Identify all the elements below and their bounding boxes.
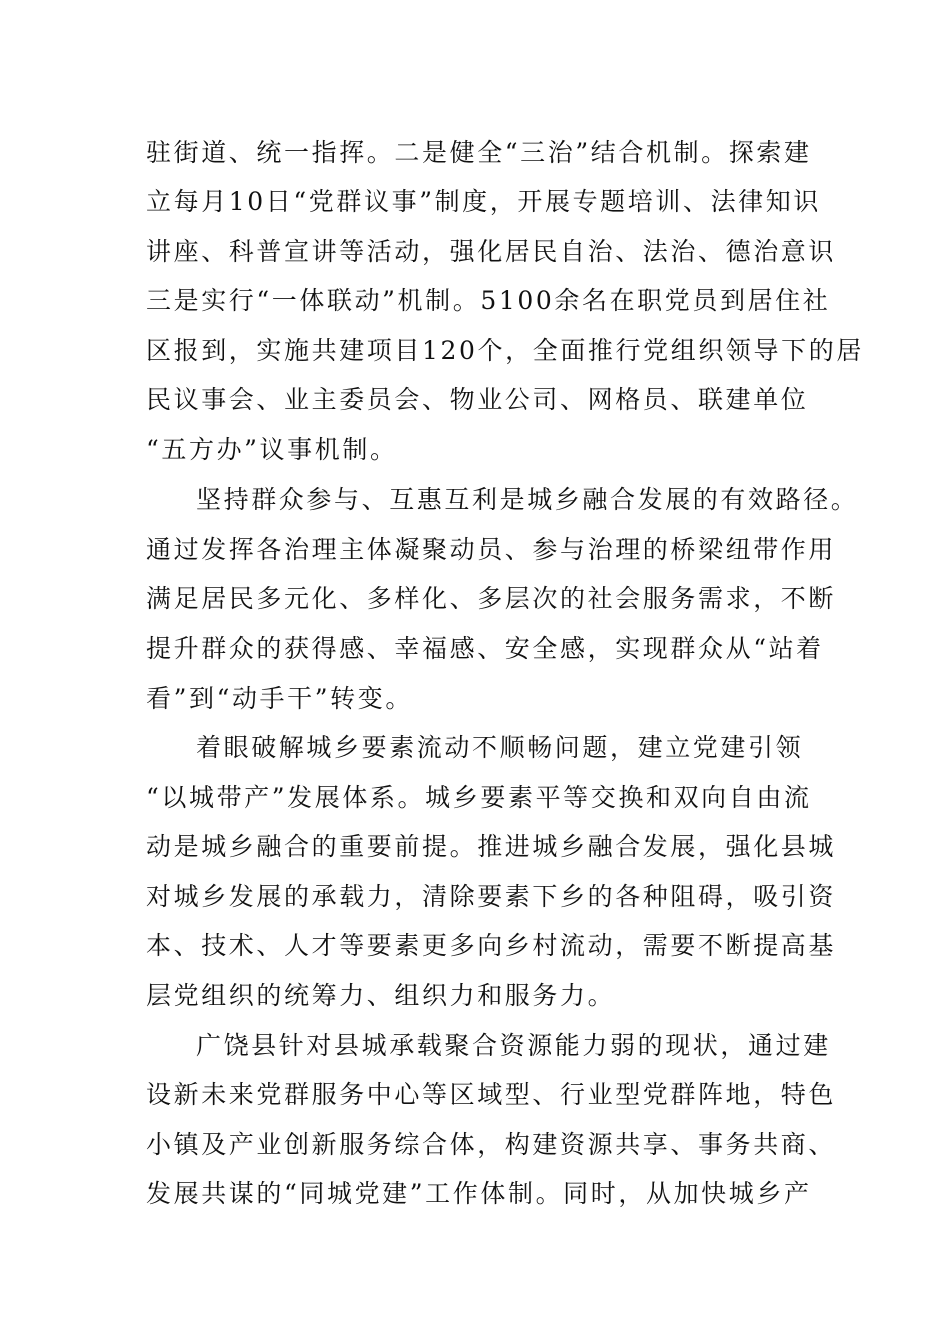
text-line: 看”到“动手干”转变。 xyxy=(146,684,413,713)
text-line: 立每月10日“党群议事”制度，开展专题培训、法律知识 xyxy=(146,187,821,216)
text-line: 提升群众的获得感、幸福感、安全感，实现群众从“站着 xyxy=(146,634,824,663)
text-line: 讲座、科普宣讲等活动，强化居民自治、法治、德治意识 xyxy=(146,237,837,266)
text-line: 层党组织的统筹力、组织力和服务力。 xyxy=(146,981,616,1010)
text-line: 发展共谋的“同城党建”工作体制。同时，从加快城乡产 xyxy=(146,1179,812,1208)
text-line: 民议事会、业主委员会、物业公司、网格员、联建单位 xyxy=(146,385,809,414)
text-line: 小镇及产业创新服务综合体，构建资源共享、事务共商、 xyxy=(146,1130,837,1159)
paragraph-first-line: 坚持群众参与、互惠互利是城乡融合发展的有效路径。 xyxy=(196,485,859,514)
text-line: “以城带产”发展体系。城乡要素平等交换和双向自由流 xyxy=(146,783,812,812)
paragraph-first-line: 着眼破解城乡要素流动不顺畅问题，建立党建引领 xyxy=(196,733,804,762)
text-line: 驻街道、统一指挥。二是健全“三治”结合机制。探索建 xyxy=(146,138,812,167)
text-line: 设新未来党群服务中心等区域型、行业型党群阵地，特色 xyxy=(146,1080,837,1109)
text-line: 满足居民多元化、多样化、多层次的社会服务需求，不断 xyxy=(146,584,837,613)
text-line: 动是城乡融合的重要前提。推进城乡融合发展，强化县城 xyxy=(146,832,837,861)
text-line: 对城乡发展的承载力，清除要素下乡的各种阻碍，吸引资 xyxy=(146,882,837,911)
text-line: “五方办”议事机制。 xyxy=(146,435,398,464)
text-line: 通过发挥各治理主体凝聚动员、参与治理的桥梁纽带作用 xyxy=(146,535,837,564)
text-line: 三是实行“一体联动”机制。5100余名在职党员到居住社 xyxy=(146,286,831,315)
paragraph-first-line: 广饶县针对县城承载聚合资源能力弱的现状，通过建 xyxy=(196,1031,831,1060)
text-line: 本、技术、人才等要素更多向乡村流动，需要不断提高基 xyxy=(146,931,837,960)
text-line: 区报到，实施共建项目120个，全面推行党组织领导下的居 xyxy=(146,336,864,365)
